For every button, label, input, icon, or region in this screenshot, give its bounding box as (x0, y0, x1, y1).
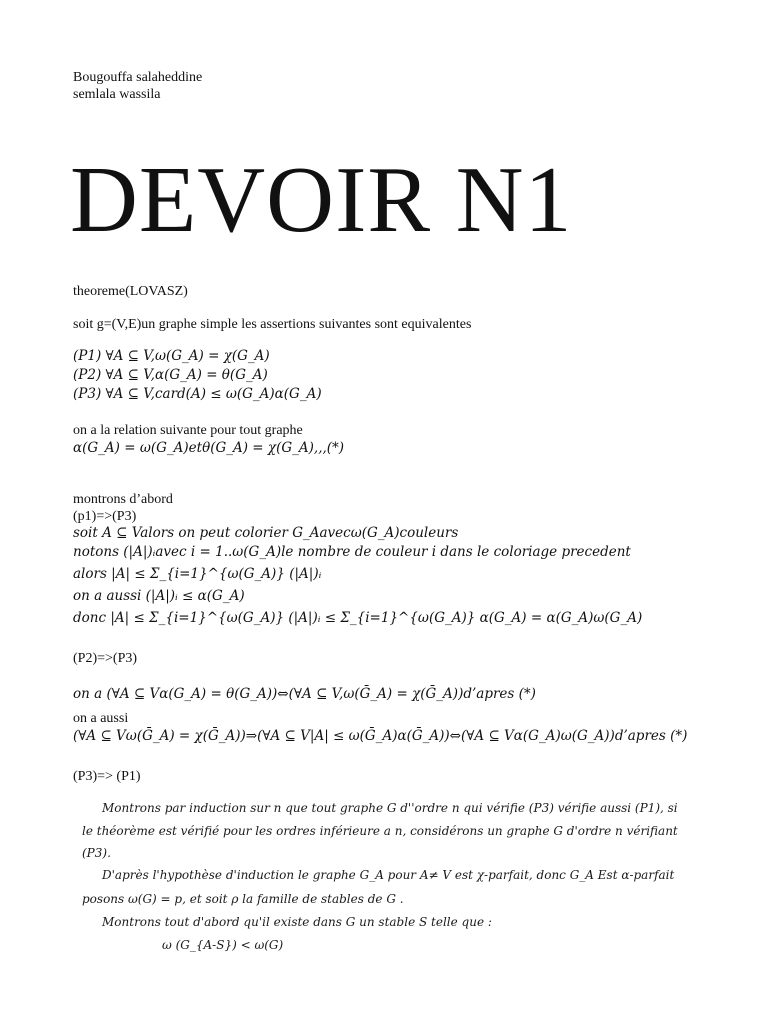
theorem-heading: theoreme(LOVASZ) (73, 284, 188, 299)
handwritten-line-5: posons ω(G) = p, et soit ρ la famille de stables de G . (82, 892, 404, 906)
notons-line: notons (|A|)ᵢavec i = 1..ω(G_A)le nombre de couleur i dans le coloriage precedent (73, 544, 631, 560)
implication-p2-p3: (P2)=>(P3) (73, 651, 138, 666)
assertion-p1: (P1) ∀A ⊆ V,ω(G_A) = χ(G_A) (73, 348, 270, 364)
long-implication-line: (∀A ⊆ Vω(Ḡ_A) = χ(Ḡ_A))⇒(∀A ⊆ V|A| ≤ ω(Ḡ_A)α(Ḡ_A))⇔(∀A ⊆ Vα(G_A)ω(G_A))d’apres (*) (73, 728, 688, 744)
relation-intro: on a la relation suivante pour tout graphe (73, 423, 303, 438)
assertion-p2: (P2) ∀A ⊆ V,α(G_A) = θ(G_A) (73, 367, 268, 383)
soit-line: soit A ⊆ Valors on peut colorier G_Aavecω(G_A)couleurs (73, 525, 459, 541)
handwritten-line-7: ω (G_{A-S}) < ω(G) (162, 938, 284, 952)
author-name-2: semlala wassila (73, 87, 161, 102)
author-name-1: Bougouffa salaheddine (73, 70, 203, 85)
alors-line: alors |A| ≤ Σ_{i=1}^{ω(G_A)} (|A|)ᵢ (73, 566, 322, 582)
handwritten-line-6: Montrons tout d'abord qu'il existe dans G un stable S telle que : (102, 915, 492, 929)
relation-formula: α(G_A) = ω(G_A)etθ(G_A) = χ(G_A),,,(*) (73, 440, 345, 456)
montrons-line: montrons d’abord (73, 492, 173, 507)
assertion-p3: (P3) ∀A ⊆ V,card(A) ≤ ω(G_A)α(G_A) (73, 386, 322, 402)
handwritten-line-4: D'après l'hypothèse d'induction le graphe G_A pour A≠ V est χ-parfait, donc G_A Est α-parfait (102, 868, 675, 882)
document-title: DEVOIR N1 (70, 148, 573, 252)
ona-aussi-line: on a aussi (73, 711, 129, 726)
implication-p1-p3: (p1)=>(P3) (73, 509, 137, 524)
handwritten-line-3: (P3). (82, 846, 111, 860)
ona-line: on a (∀A ⊆ Vα(G_A) = θ(G_A))⇔(∀A ⊆ V,ω(Ḡ_A) = χ(Ḡ_A))d’apres (*) (73, 686, 536, 702)
handwritten-line-1: Montrons par induction sur n que tout graphe G d''ordre n qui vérifie (P3) vérifie aussi (P1), si (102, 801, 678, 815)
aussi-line: on a aussi (|A|)ᵢ ≤ α(G_A) (73, 588, 245, 604)
theorem-statement: soit g=(V,E)un graphe simple les assertions suivantes sont equivalentes (73, 317, 472, 332)
handwritten-line-2: le théorème est vérifié pour les ordres inférieure a n, considérons un graphe G d'ordre n vérifiant (82, 824, 678, 838)
donc-line: donc |A| ≤ Σ_{i=1}^{ω(G_A)} (|A|)ᵢ ≤ Σ_{i=1}^{ω(G_A)} α(G_A) = α(G_A)ω(G_A) (73, 610, 643, 626)
implication-p3-p1: (P3)=> (P1) (73, 769, 141, 784)
